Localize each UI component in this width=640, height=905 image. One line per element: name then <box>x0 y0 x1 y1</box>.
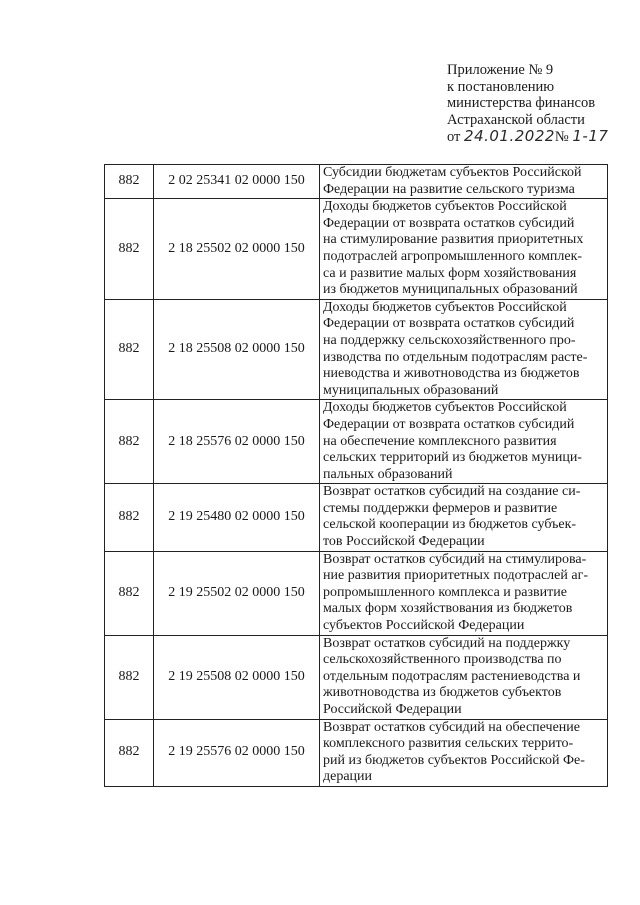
description-line: на обеспечение комплексного развития <box>323 433 557 449</box>
description-cell <box>320 165 608 199</box>
admin-code-cell: 882 <box>105 484 154 551</box>
budget-class-code-cell: 2 19 25508 02 0000 150 <box>154 635 320 719</box>
appendix-header <box>447 62 627 146</box>
admin-code-cell: 882 <box>105 400 154 484</box>
description-line: рий из бюджетов субъектов Российской Фе- <box>323 752 585 768</box>
table-body <box>105 165 608 787</box>
description-line: ниеводства и животноводства из бюджетов <box>323 366 580 382</box>
description-line: из бюджетов муниципальных образований <box>323 282 578 298</box>
table-row <box>105 199 608 300</box>
table-row <box>105 635 608 719</box>
date-prefix: от <box>447 129 461 145</box>
appendix-ref-line: к постановлению <box>447 78 555 95</box>
description-line: Федерации от возврата остатков субсидий <box>323 215 575 231</box>
description-cell <box>320 484 608 551</box>
description-line: Российской Федерации <box>323 702 462 717</box>
description-line: отдельным подотраслям растениеводства и <box>323 668 581 684</box>
description-cell <box>320 299 608 400</box>
description-line: малых форм хозяйствования из бюджетов <box>323 601 573 617</box>
admin-code-cell: 882 <box>105 635 154 719</box>
appendix-date-line <box>447 128 627 146</box>
description-line: Возврат остатков субсидий на обеспечение <box>323 719 580 735</box>
description-line: стемы поддержки фермеров и развитие <box>323 500 558 516</box>
table-row <box>105 165 608 199</box>
description-line: Возврат остатков субсидий на поддержку <box>323 635 571 651</box>
description-line: Федерации от возврата остатков субсидий <box>323 416 575 432</box>
description-line: животноводства из бюджетов субъектов <box>323 685 562 701</box>
budget-class-code-cell: 2 02 25341 02 0000 150 <box>154 165 320 199</box>
description-cell <box>320 635 608 719</box>
description-line: изводства по отдельным подотраслям расте- <box>323 349 588 365</box>
admin-code-cell: 882 <box>105 199 154 300</box>
budget-class-code-cell: 2 18 25508 02 0000 150 <box>154 299 320 400</box>
budget-class-code-cell: 2 19 25576 02 0000 150 <box>154 719 320 786</box>
description-line: Федерации от возврата остатков субсидий <box>323 316 575 332</box>
description-cell <box>320 719 608 786</box>
admin-code-cell: 882 <box>105 299 154 400</box>
number-prefix: № <box>554 129 569 145</box>
budget-class-code-cell: 2 19 25502 02 0000 150 <box>154 551 320 635</box>
budget-class-code-cell: 2 18 25576 02 0000 150 <box>154 400 320 484</box>
description-line: Доходы бюджетов субъектов Российской <box>323 400 567 416</box>
description-line: ние развития приоритетных подотраслей аг- <box>323 568 588 584</box>
description-line: комплексного развития сельских террито- <box>323 736 574 752</box>
description-cell <box>320 199 608 300</box>
table-row <box>105 400 608 484</box>
description-line: подотраслей агропромышленного комплек- <box>323 248 583 264</box>
admin-code-cell: 882 <box>105 165 154 199</box>
table-row <box>105 551 608 635</box>
description-line: Доходы бюджетов субъектов Российской <box>323 299 567 315</box>
admin-code-cell: 882 <box>105 551 154 635</box>
table-row <box>105 299 608 400</box>
table-row <box>105 719 608 786</box>
appendix-title: Приложение № 9 <box>447 62 554 78</box>
admin-code-cell: 882 <box>105 719 154 786</box>
description-line: са и развитие малых форм хозяйствования <box>323 265 577 281</box>
description-line: Возврат остатков субсидий на создание си- <box>323 484 581 500</box>
description-line: Субсидии бюджетам субъектов Российской <box>323 165 582 180</box>
description-line: сельских территорий из бюджетов муници- <box>323 450 582 466</box>
budget-class-code-cell: 2 19 25480 02 0000 150 <box>154 484 320 551</box>
description-line: сельскохозяйственного производства по <box>323 652 562 668</box>
table-row <box>105 484 608 551</box>
handwritten-number: 1-17 <box>572 127 609 145</box>
appendix-region-line: Астраханской области <box>447 111 585 128</box>
description-line: Доходы бюджетов субъектов Российской <box>323 199 567 215</box>
description-line: на стимулирование развития приоритетных <box>323 232 584 248</box>
budget-codes-table <box>104 164 608 787</box>
description-line: субъектов Российской Федерации <box>323 618 525 634</box>
description-line: на поддержку сельскохозяйственного про- <box>323 332 576 348</box>
description-cell <box>320 551 608 635</box>
description-cell <box>320 400 608 484</box>
description-line: муниципальных образований <box>323 382 499 398</box>
budget-class-code-cell: 2 18 25502 02 0000 150 <box>154 199 320 300</box>
handwritten-date: 24.01.2022 <box>464 127 555 145</box>
description-line: сельской кооперации из бюджетов субъек- <box>323 517 577 533</box>
description-line: ропромышленного комплекса и развитие <box>323 584 567 600</box>
description-line: пальных образований <box>323 466 453 482</box>
description-line: Возврат остатков субсидий на стимулирова- <box>323 551 587 567</box>
description-line: дерации <box>323 769 373 785</box>
description-line: Федерации на развитие сельского туризма <box>323 181 575 197</box>
appendix-ministry-line: министерства финансов <box>447 95 596 111</box>
description-line: тов Российской Федерации <box>323 534 485 550</box>
